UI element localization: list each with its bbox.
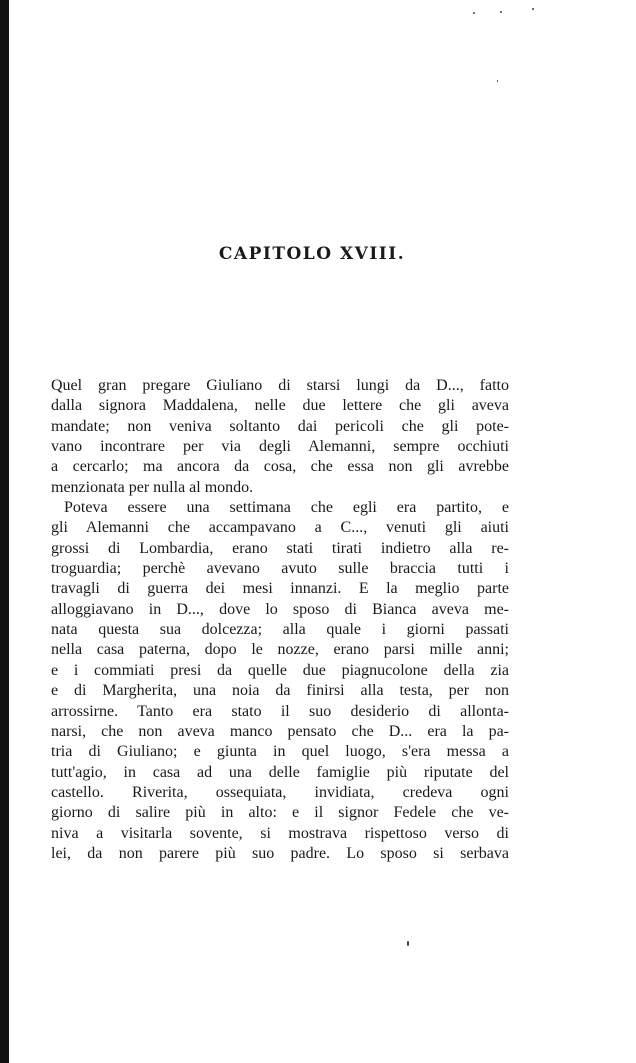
paragraph-2 bbox=[51, 498, 509, 864]
text-line: grossi di Lombardia, erano stati tirati indietro alla re- bbox=[51, 539, 509, 557]
text-line: castello. Riverita, ossequiata, invidiata, credeva ogni bbox=[51, 783, 509, 801]
text-line: e di Margherita, una noia da finirsi alla testa, per non bbox=[51, 682, 509, 700]
text-line: tutt'agio, in casa ad una delle famiglie più riputate del bbox=[51, 763, 509, 781]
text-line: nella casa paterna, dopo le nozze, erano parsi mille anni; bbox=[51, 641, 509, 659]
speck bbox=[473, 12, 475, 14]
body-text bbox=[51, 376, 509, 864]
text-line: giorno di salire più in alto: e il signor Fedele che ve- bbox=[51, 804, 509, 822]
speck bbox=[497, 80, 498, 82]
paragraph-1 bbox=[51, 376, 509, 498]
text-line: gli Alemanni che accampavano a C..., venuti gli aiuti bbox=[51, 519, 509, 537]
text-line: arrossirne. Tanto era stato il suo desiderio di allonta- bbox=[51, 702, 509, 720]
text-line: narsi, che non aveva manco pensato che D... era la pa- bbox=[51, 722, 509, 740]
text-line: troguardia; perchè avevano avuto sulle braccia tutti i bbox=[51, 560, 509, 578]
text-line: nata questa sua dolcezza; alla quale i giorni passati bbox=[51, 621, 509, 639]
chapter-title: CAPITOLO XVIII. bbox=[218, 244, 406, 264]
text-line: tria di Giuliano; e giunta in quel luogo, s'era messa a bbox=[51, 743, 509, 761]
speck bbox=[500, 11, 502, 13]
text-line: mandate; non veniva soltanto dai pericoli che gli pote- bbox=[51, 417, 509, 435]
speck bbox=[532, 8, 534, 10]
speck bbox=[407, 941, 409, 946]
text-line: lei, da non parere più suo padre. Lo sposo si serbava bbox=[51, 844, 509, 862]
text-line: niva a visitarla sovente, si mostrava rispettoso verso di bbox=[51, 824, 509, 842]
text-line: a cercarlo; ma ancora da cosa, che essa non gli avrebbe bbox=[51, 458, 509, 476]
text-line: dalla signora Maddalena, nelle due lettere che gli aveva bbox=[51, 397, 509, 415]
text-line: e i commiati presi da quelle due piagnucolone della zia bbox=[51, 661, 509, 679]
text-line: menzionata per nulla al mondo. bbox=[51, 478, 254, 496]
text-line: alloggiavano in D..., dove lo sposo di Bianca aveva me- bbox=[51, 600, 509, 618]
text-line: travagli di guerra dei mesi innanzi. E la meglio parte bbox=[51, 580, 509, 598]
text-line: vano incontrare per via degli Alemanni, sempre occhiuti bbox=[51, 438, 509, 456]
text-line: Poteva essere una settimana che egli era partito, e bbox=[64, 499, 509, 517]
binding-edge bbox=[0, 0, 9, 1063]
text-line: Quel gran pregare Giuliano di starsi lungi da D..., fatto bbox=[51, 377, 509, 394]
